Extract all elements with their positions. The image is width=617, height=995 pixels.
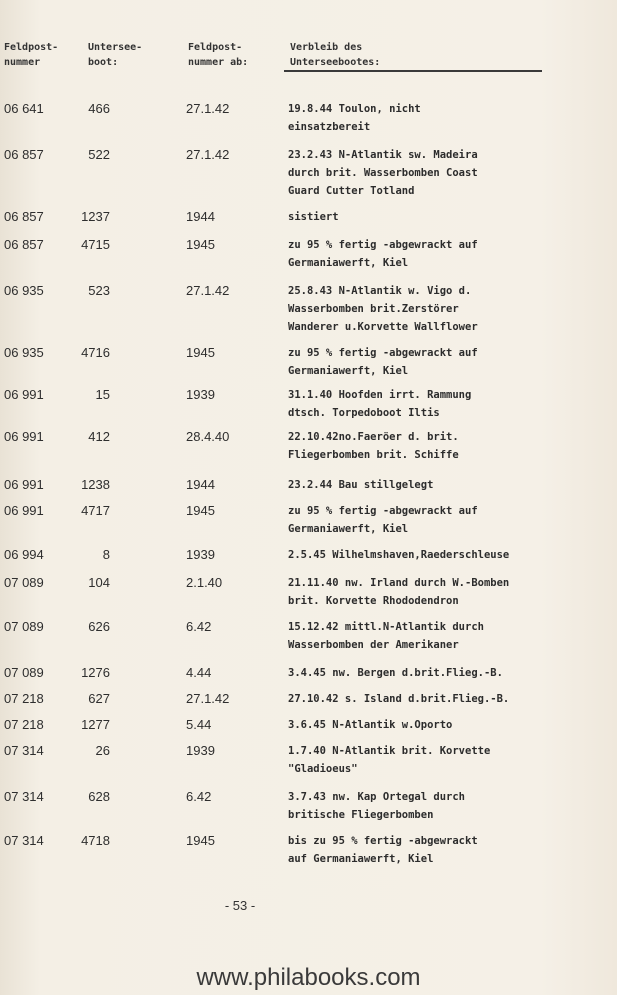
- cell-feldpostnummer-ab: 27.1.42: [186, 147, 230, 162]
- cell-unterseeboot: 1276: [81, 665, 110, 680]
- cell-feldpostnummer-ab: 1945: [186, 237, 215, 252]
- cell-unterseeboot: 412: [88, 429, 110, 444]
- cell-feldpostnummer-ab: 27.1.42: [186, 283, 230, 298]
- cell-unterseeboot: 1237: [81, 209, 110, 224]
- cell-unterseeboot: 26: [95, 743, 110, 758]
- cell-feldpostnummer-ab: 28.4.40: [186, 429, 230, 444]
- cell-feldpostnummer-ab: 1944: [186, 477, 215, 492]
- cell-verbleib: 27.10.42 s. Island d.brit.Flieg.-B.: [288, 693, 510, 705]
- cell-feldpostnummer-ab: 27.1.42: [186, 691, 230, 706]
- cell-unterseeboot: 4717: [81, 503, 110, 518]
- cell-unterseeboot: 8: [102, 547, 110, 562]
- cell-unterseeboot: 4715: [81, 237, 110, 252]
- cell-feldpostnummer-ab: 1939: [186, 387, 215, 402]
- header-verbleib: Verbleib des Unterseebootes:: [290, 42, 381, 68]
- cell-feldpostnummer-ab: 2.1.40: [186, 575, 223, 590]
- cell-unterseeboot: 1238: [81, 477, 110, 492]
- cell-verbleib: 15.12.42 mittl.N-Atlantik durch Wasserbomben der Amerikaner: [288, 621, 484, 651]
- cell-feldpostnummer: 07 089: [4, 575, 44, 590]
- cell-feldpostnummer: 06 641: [4, 101, 44, 116]
- cell-feldpostnummer: 06 991: [4, 429, 44, 444]
- cell-unterseeboot: 522: [88, 147, 110, 162]
- header-unterseeboot: Untersee- boot:: [88, 42, 143, 68]
- cell-verbleib: bis zu 95 % fertig -abgewrackt auf Germaniawerft, Kiel: [288, 835, 478, 865]
- cell-verbleib: 19.8.44 Toulon, nicht einsatzbereit: [288, 103, 421, 133]
- cell-feldpostnummer-ab: 1945: [186, 833, 215, 848]
- cell-verbleib: 25.8.43 N-Atlantik w. Vigo d. Wasserbomben brit.Zerstörer Wanderer u.Korvette Wallflower: [288, 285, 478, 333]
- cell-unterseeboot: 4718: [81, 833, 110, 848]
- cell-unterseeboot: 523: [88, 283, 110, 298]
- cell-feldpostnummer-ab: 5.44: [186, 717, 212, 732]
- cell-feldpostnummer: 06 991: [4, 503, 44, 518]
- cell-feldpostnummer: 06 857: [4, 209, 44, 224]
- cell-verbleib: 3.7.43 nw. Kap Ortegal durch britische Fliegerbomben: [288, 791, 466, 821]
- cell-feldpostnummer: 06 991: [4, 387, 44, 402]
- cell-unterseeboot: 104: [88, 575, 110, 590]
- header-rule: [284, 70, 542, 72]
- cell-unterseeboot: 628: [88, 789, 110, 804]
- cell-feldpostnummer-ab: 1945: [186, 503, 215, 518]
- cell-feldpostnummer: 06 991: [4, 477, 44, 492]
- cell-verbleib: 23.2.44 Bau stillgelegt: [288, 479, 434, 491]
- cell-feldpostnummer: 06 935: [4, 345, 44, 360]
- cell-unterseeboot: 1277: [81, 717, 110, 732]
- cell-verbleib: 1.7.40 N-Atlantik brit. Korvette "Gladioeus": [288, 745, 491, 775]
- cell-feldpostnummer: 07 089: [4, 619, 44, 634]
- cell-verbleib: 22.10.42no.Faeröer d. brit. Fliegerbomben brit. Schiffe: [288, 431, 459, 461]
- cell-verbleib: 21.11.40 nw. Irland durch W.-Bomben brit. Korvette Rhododendron: [288, 577, 510, 607]
- cell-verbleib: 3.4.45 nw. Bergen d.brit.Flieg.-B.: [288, 667, 503, 679]
- header-feldpostnummer-ab: Feldpost- nummer ab:: [188, 42, 249, 68]
- cell-feldpostnummer-ab: 1939: [186, 547, 215, 562]
- cell-verbleib: 23.2.43 N-Atlantik sw. Madeira durch brit. Wasserbomben Coast Guard Cutter Totland: [288, 149, 478, 197]
- cell-feldpostnummer: 07 314: [4, 833, 44, 848]
- cell-feldpostnummer: 06 994: [4, 547, 44, 562]
- cell-verbleib: 3.6.45 N-Atlantik w.Oporto: [288, 719, 453, 731]
- cell-feldpostnummer: 07 089: [4, 665, 44, 680]
- cell-verbleib: zu 95 % fertig -abgewrackt auf Germaniawerft, Kiel: [288, 239, 478, 269]
- cell-feldpostnummer-ab: 1944: [186, 209, 215, 224]
- cell-feldpostnummer-ab: 1945: [186, 345, 215, 360]
- cell-feldpostnummer-ab: 6.42: [186, 789, 212, 804]
- cell-unterseeboot: 626: [88, 619, 110, 634]
- cell-feldpostnummer: 07 218: [4, 717, 44, 732]
- watermark: www.philabooks.com: [196, 964, 421, 991]
- cell-verbleib: zu 95 % fertig -abgewrackt auf Germaniawerft, Kiel: [288, 347, 478, 377]
- cell-feldpostnummer-ab: 27.1.42: [186, 101, 230, 116]
- cell-feldpostnummer: 06 935: [4, 283, 44, 298]
- cell-feldpostnummer-ab: 1939: [186, 743, 215, 758]
- cell-feldpostnummer-ab: 4.44: [186, 665, 212, 680]
- cell-verbleib: zu 95 % fertig -abgewrackt auf Germaniawerft, Kiel: [288, 505, 478, 535]
- cell-feldpostnummer-ab: 6.42: [186, 619, 212, 634]
- cell-feldpostnummer: 07 314: [4, 789, 44, 804]
- cell-unterseeboot: 466: [88, 101, 110, 116]
- cell-verbleib: 31.1.40 Hoofden irrt. Rammung dtsch. Torpedoboot Iltis: [288, 389, 472, 419]
- cell-feldpostnummer: 06 857: [4, 237, 44, 252]
- cell-unterseeboot: 4716: [81, 345, 110, 360]
- cell-verbleib: sistiert: [288, 211, 339, 223]
- cell-feldpostnummer: 07 218: [4, 691, 44, 706]
- cell-feldpostnummer: 07 314: [4, 743, 44, 758]
- table-header: [4, 40, 544, 74]
- cell-unterseeboot: 15: [95, 387, 110, 402]
- cell-verbleib: 2.5.45 Wilhelmshaven,Raederschleuse: [288, 549, 510, 561]
- cell-unterseeboot: 627: [88, 691, 110, 706]
- cell-feldpostnummer: 06 857: [4, 147, 44, 162]
- page-number: - 53 -: [224, 898, 256, 913]
- header-feldpostnummer: Feldpost- nummer: [4, 42, 59, 68]
